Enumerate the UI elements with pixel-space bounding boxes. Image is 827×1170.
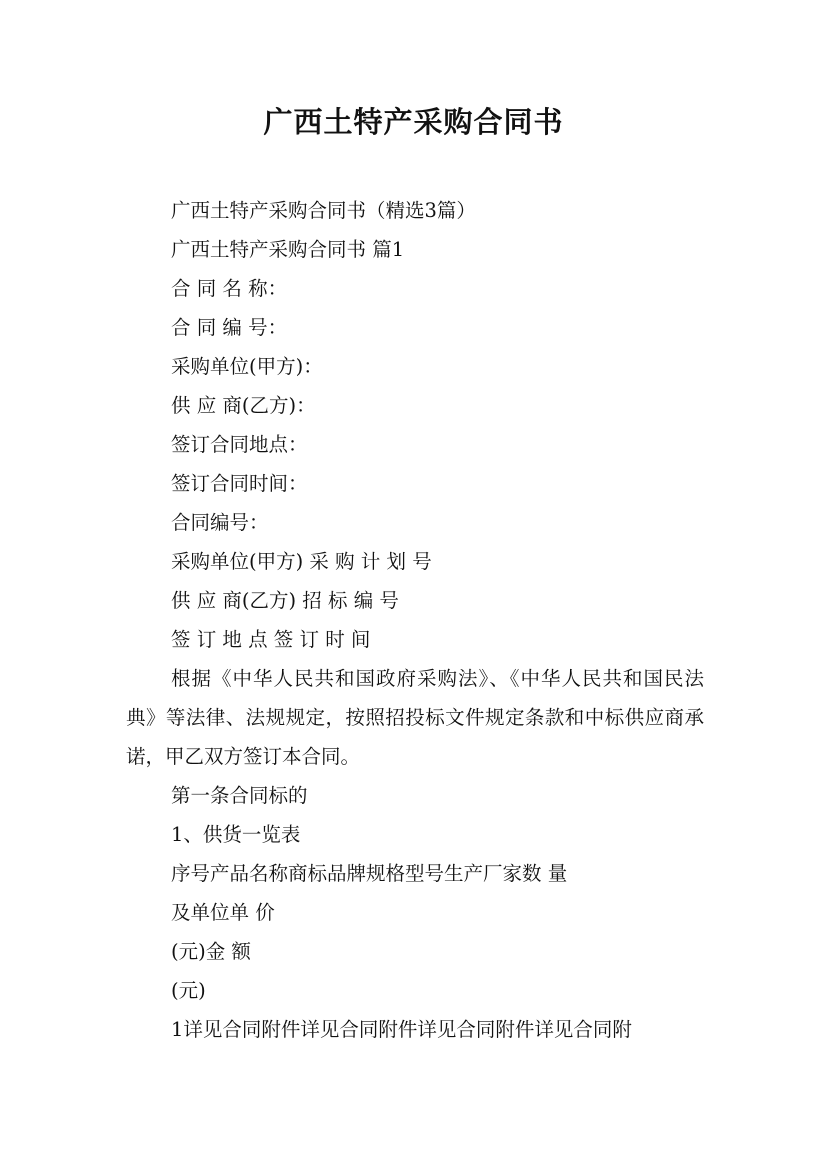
contract-number-field: 合 同 编 号： [171, 316, 288, 339]
purchaser-plan-row: 采购单位(甲方) 采 购 计 划 号 [171, 550, 432, 573]
table-row-1: 1详见合同附件详见合同附件详见合同附件详见合同附 [171, 1018, 632, 1041]
signing-place-time-row: 签 订 地 点 签 订 时 间 [171, 628, 371, 651]
contract-name-field: 合 同 名 称： [171, 277, 288, 300]
table-header-line-2: 及单位单 价 [171, 901, 275, 924]
signing-place-field: 签订合同地点： [171, 433, 308, 456]
table-header-line-4: (元) [171, 979, 206, 1002]
legal-basis-paragraph: 根据《中华人民共和国政府采购法》、《中华人民共和国民法典》等法律、法规规定，按照招投标文件规定条款和中标供应商承诺，甲乙双方签订本合同。 [126, 667, 704, 768]
supply-list-heading: 1、供货一览表 [171, 823, 301, 846]
contract-code-field: 合同编号： [171, 511, 269, 534]
purchaser-field: 采购单位(甲方)： [171, 355, 323, 378]
document-body [126, 191, 704, 1049]
table-header-line-1: 序号产品名称商标品牌规格型号生产厂家数 量 [171, 862, 568, 885]
article-one-heading: 第一条合同标的 [171, 784, 308, 807]
supplier-field: 供 应 商(乙方)： [171, 394, 316, 417]
supplier-tender-row: 供 应 商(乙方) 招 标 编 号 [171, 589, 399, 612]
section-heading: 广西土特产采购合同书 篇1 [171, 238, 405, 261]
document-title: 广西土特产采购合同书 [263, 105, 564, 139]
subtitle-line: 广西土特产采购合同书（精选3篇） [171, 199, 476, 222]
table-header-line-3: (元)金 额 [171, 940, 251, 963]
signing-time-field: 签订合同时间： [171, 472, 308, 495]
